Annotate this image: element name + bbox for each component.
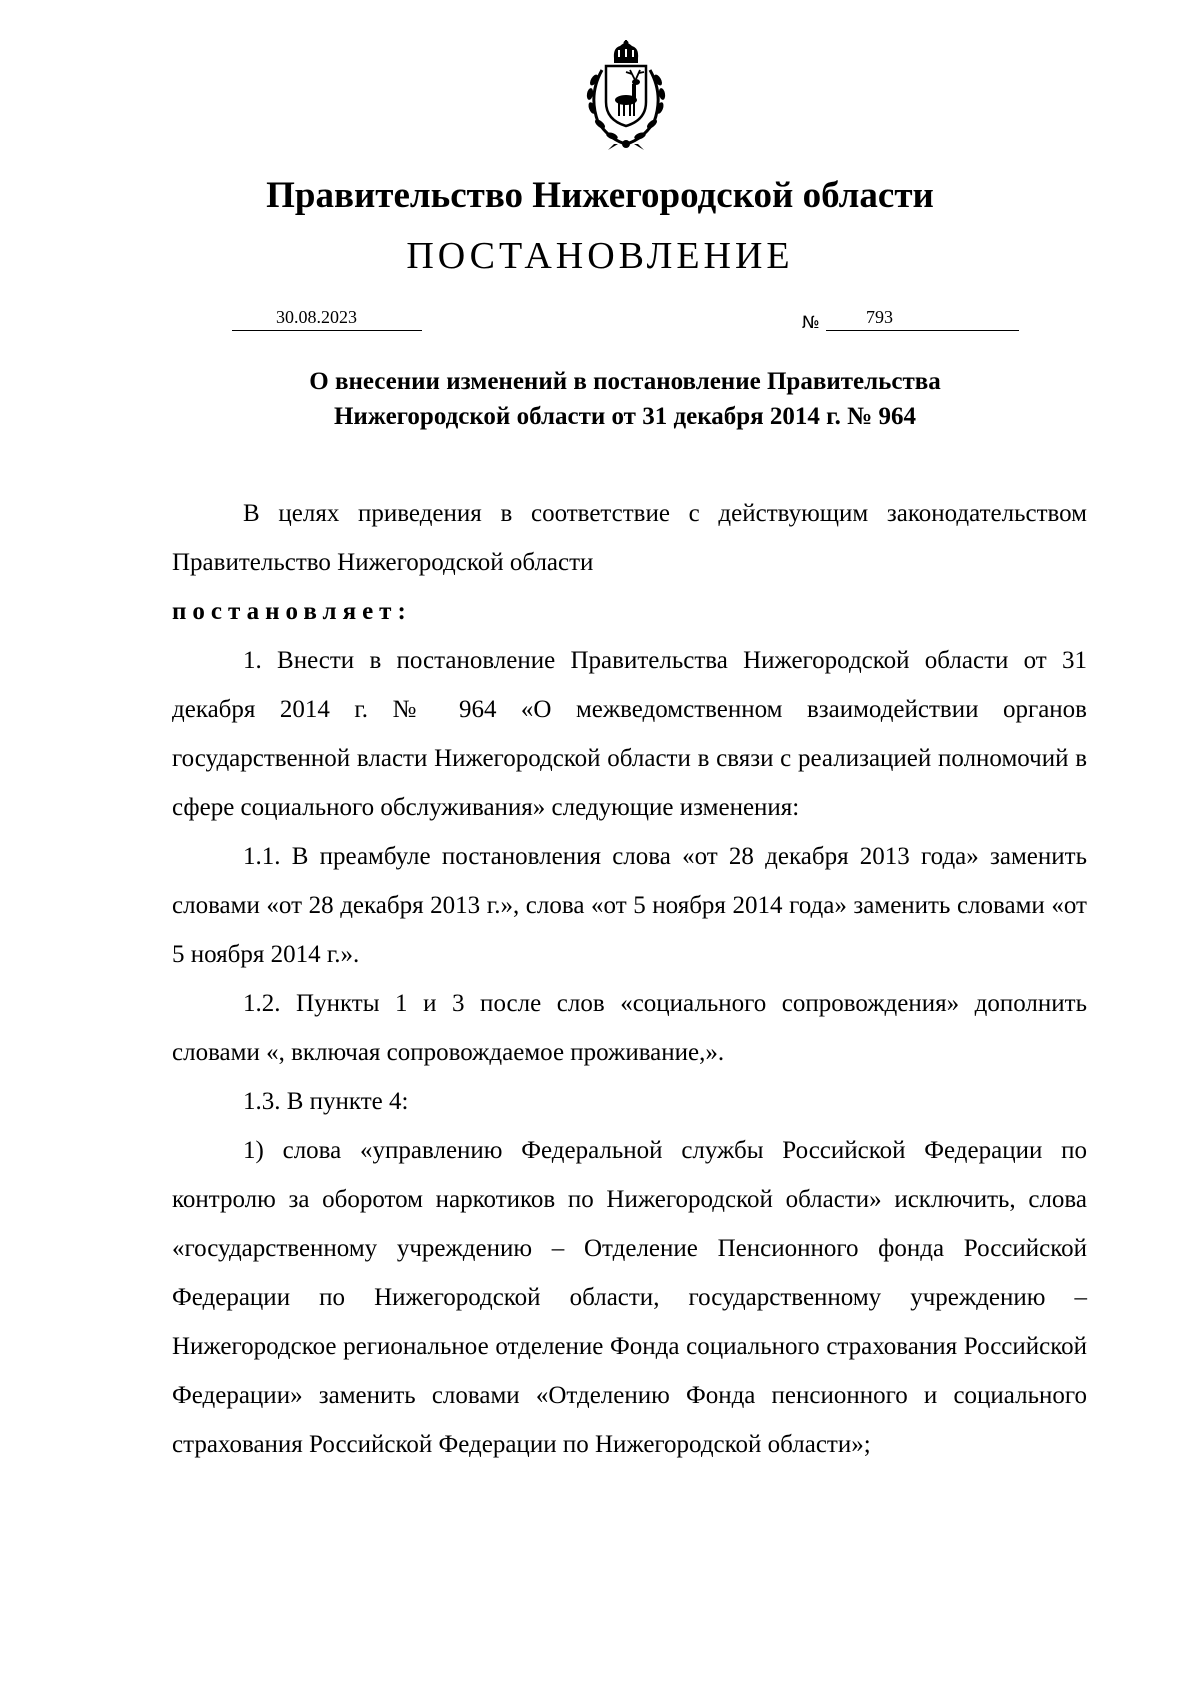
document-body (172, 489, 1087, 1469)
resolves-paragraph (172, 587, 1087, 636)
date-value: 30.08.2023 (276, 307, 357, 327)
paragraph-1-3-1: 1) слова «управлению Федеральной службы Российской Федерации по контролю за оборотом наркотиков по Нижегородской области» исключить, слова «государственному учреждению – Отделение Пенсионного фонда Российской Федерации по Нижегородской области, государственному учреждению – Нижегородское региональное отделение Фонда социального страхования Российской Федерации» заменить словами «Отделению Фонда пенсионного и социального страхования Российской Федерации по Нижегородской области»; (172, 1137, 1087, 1458)
resolves-word: постановляет: (172, 598, 412, 625)
number-field (826, 306, 1019, 331)
subject-line-1: О внесении изменений в постановление Правительства (309, 368, 941, 395)
government-title: Правительство Нижегородской области (266, 175, 934, 216)
number-label: № (802, 313, 820, 333)
number-value: 793 (866, 307, 893, 327)
subject-line-2: Нижегородской области от 31 декабря 2014 г. № 964 (333, 403, 917, 430)
coat-of-arms-emblem (568, 40, 684, 150)
date-field (232, 306, 422, 331)
document-subject (220, 364, 1030, 434)
intro-paragraph: В целях приведения в соответствие с действующим законодательством Правительство Нижегородской области (172, 500, 1087, 576)
paragraph-1: 1. Внести в постановление Правительства Нижегородской области от 31 декабря 2014 г. № 964 «О межведомственном взаимодействии органов государственной власти Нижегородской области в связи с реализацией полномочий в сфере социального обслуживания» следующие изменения: (172, 647, 1087, 821)
paragraph-1-1: 1.1. В преамбуле постановления слова «от 28 декабря 2013 года» заменить словами «от 28 декабря 2013 г.», слова «от 5 ноября 2014 года» заменить словами «от 5 ноября 2014 г.». (172, 843, 1087, 968)
paragraph-1-2: 1.2. Пункты 1 и 3 после слов «социального сопровождения» дополнить словами «, включая сопровождаемое проживание,». (172, 990, 1087, 1066)
paragraph-1-3: 1.3. В пункте 4: (243, 1088, 409, 1115)
document-type: ПОСТАНОВЛЕНИЕ (406, 235, 794, 277)
